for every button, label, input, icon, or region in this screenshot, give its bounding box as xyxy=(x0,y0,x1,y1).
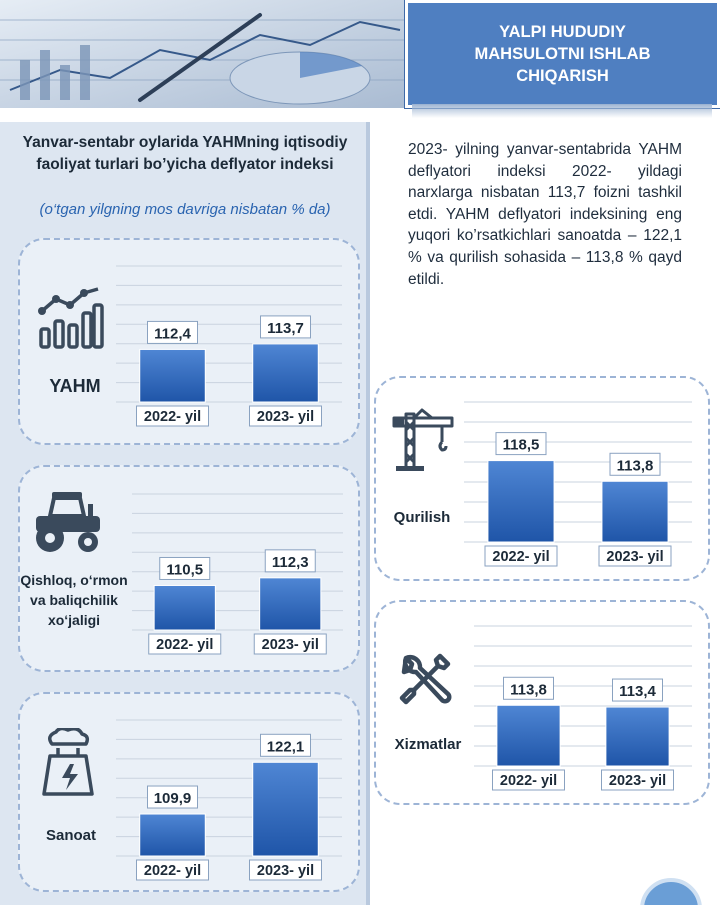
data-label: 113,8 xyxy=(616,457,654,475)
title-shadow xyxy=(412,104,712,118)
bar-2023-yil xyxy=(606,707,669,766)
data-label: 118,5 xyxy=(502,436,540,454)
chart-name-xizmatlar: Xizmatlar xyxy=(394,736,462,753)
factory-icon xyxy=(38,728,98,803)
category-label: 2022- yil xyxy=(499,773,558,789)
bar-chart-svg xyxy=(112,704,352,884)
category-label: 2023- yil xyxy=(256,863,315,879)
data-label: 110,5 xyxy=(166,561,204,579)
bar-2022-yil xyxy=(154,585,215,630)
bar-2022-yil xyxy=(140,814,206,856)
chart-name-yahm: YAHM xyxy=(49,376,101,396)
bar-2023-yil xyxy=(253,344,319,402)
category-label: 2023- yil xyxy=(261,637,319,653)
data-label: 122,1 xyxy=(266,738,305,756)
bar-2022-yil xyxy=(497,705,560,766)
corner-badge xyxy=(640,878,702,905)
bar-2023-yil xyxy=(602,481,668,542)
left-heading: Yanvar-sentabr oylarida YAHMning iqtisodiy faoliyat turlari bo’yicha deflyator indeksi xyxy=(22,134,348,173)
data-label: 113,4 xyxy=(619,683,656,701)
page-title-box xyxy=(405,0,720,108)
bar-chart-svg xyxy=(470,610,702,794)
crane-icon xyxy=(392,408,456,477)
data-label: 113,8 xyxy=(510,681,547,699)
bar-2022-yil xyxy=(140,349,206,402)
chart-name-sanoat: Sanoat xyxy=(45,827,96,844)
description-text: 2023- yilning yanvar-sentabrida YAHM deflyatori indeksi 2022- yildagi narxlarga nisbatan 113,7 foizni tashkil etdi. YAHM deflyatori indeksining eng yuqori ko’rsatkichlari sanoatda – 122,1 % va qurilish sohasida – 113,8 % qayd etildi. xyxy=(408,141,682,288)
category-label: 2023- yil xyxy=(606,549,664,565)
wrench-screwdriver-icon xyxy=(396,650,454,713)
bar-chart-svg xyxy=(112,250,352,430)
category-label: 2022- yil xyxy=(492,549,550,565)
category-label: 2022- yil xyxy=(143,409,202,425)
chart-xizmatlar xyxy=(470,610,702,794)
header-photo xyxy=(0,0,405,108)
chart-name-qishloq: Qishloq, o‘rmon va baliqchilik xo‘jaligi xyxy=(20,572,128,628)
chart-yahm xyxy=(112,250,352,430)
category-label: 2022- yil xyxy=(156,637,214,653)
data-label: 109,9 xyxy=(153,790,192,808)
category-label: 2022- yil xyxy=(143,863,202,879)
chart-name-qurilish: Qurilish xyxy=(393,509,451,526)
bar-2023-yil xyxy=(260,578,321,630)
bar-2022-yil xyxy=(488,461,554,542)
data-label: 112,3 xyxy=(271,553,309,571)
chart-sanoat xyxy=(112,704,352,884)
data-label: 113,7 xyxy=(267,319,304,337)
bar-chart-svg xyxy=(128,478,353,658)
category-label: 2023- yil xyxy=(608,773,667,789)
data-label: 112,4 xyxy=(154,325,191,343)
bar-chart-svg xyxy=(460,386,702,570)
tractor-icon xyxy=(30,490,104,559)
category-label: 2023- yil xyxy=(256,409,315,425)
growth-chart-icon xyxy=(36,285,104,358)
chart-qishloq xyxy=(128,478,353,658)
bar-2023-yil xyxy=(253,762,319,856)
left-subheading: (o‘tgan yilgning mos davriga nisbatan % da) xyxy=(39,201,331,218)
page-title: YALPI HUDUDIY MAHSULOTNI ISHLAB CHIQARISH xyxy=(474,23,651,85)
chart-qurilish xyxy=(460,386,702,570)
